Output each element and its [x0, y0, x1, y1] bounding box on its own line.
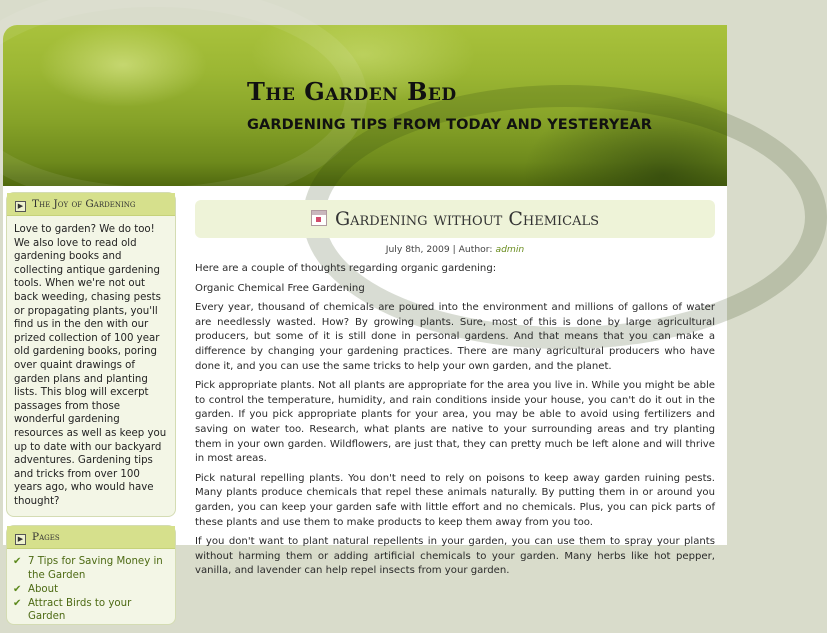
- page: [3, 25, 727, 623]
- page-link[interactable]: Attract Birds to your Garden: [28, 598, 132, 623]
- pages-list: [7, 549, 175, 623]
- about-widget-text: Love to garden? We do too! We also love to read old gardening books and collecting antique gardening tools. When we're not out back weeding, chasing pests or propagating plants, you'll find us in the den with our prized collection of 100 year old gardening books, poring over quaint drawings of garden plans and planting lists. This blog will excerpt passages from those wonderful gardening resources as well as keep you up to date with our backyard adventures. Gardening tips and tricks from over 100 years ago, who would have thought?: [14, 224, 167, 507]
- site-header: [3, 25, 727, 186]
- post-paragraph: Pick natural repelling plants. You don't need to rely on poisons to keep away garden ruining pests. Many plants produce chemicals that repel these animals naturally. By putting them in or around you garden, you can keep your garden safe with little effort and no chemicals. Plus, you can pick parts of these plants and use them to make products to keep them away from you too.: [195, 472, 715, 528]
- pages-list-item[interactable]: [13, 583, 169, 596]
- site-title[interactable]: The Garden Bed: [247, 77, 457, 106]
- author-link[interactable]: admin: [495, 244, 525, 255]
- about-widget-title-text: The Joy of Gardening: [32, 198, 136, 210]
- post-body: [195, 262, 715, 579]
- pages-widget-title: [7, 526, 175, 549]
- post-paragraph: If you don't want to plant natural repellents in your garden, you can use them to spray your plants without harming them or adding artificial chemicals to your garden. Many herbs like hot pepper, vanilla, and lavender can help repel insects from your garden.: [195, 536, 715, 577]
- about-widget: [6, 192, 176, 517]
- post-title-bar: [195, 200, 715, 238]
- pages-widget-title-text: Pages: [32, 531, 60, 544]
- pages-widget: [6, 525, 176, 625]
- author-prefix: Author:: [458, 244, 493, 255]
- post-paragraph: Pick appropriate plants. Not all plants are appropriate for the area you live in. While you might be able to control the temperature, humidity, and rain conditions inside your house, you can't do it out in the garden. If you pick appropriate plants for your area, you may be able to avoid using fertilizers and saving on water too. Research, what plants are native to your surrounding areas and try planting them in your own garden. Wildflowers, are just that, they can pretty much be left alone and will thrive in most areas.: [195, 380, 715, 465]
- pages-list-item[interactable]: [13, 597, 169, 623]
- post: [195, 200, 715, 584]
- post-title-text[interactable]: Gardening without Chemicals: [334, 208, 600, 230]
- post-meta: July 8th, 2009 | Author: admin: [385, 244, 525, 255]
- sidebar: [6, 192, 176, 633]
- post-paragraph: Organic Chemical Free Gardening: [195, 282, 365, 294]
- post-paragraph: Every year, thousand of chemicals are poured into the environment and millions of gallons of water are needlessly wasted. How? By growing plants. Sure, most of this is done by large agricultural producers, but some of it is still done in personal gardens. And that means that you can make a difference by changing your gardening practices. There are many agricultural producers who have done it, and you can use the same tricks to help your own garden, and the planet.: [195, 302, 715, 372]
- page-link[interactable]: 7 Tips for Saving Money in the Garden: [28, 556, 163, 581]
- checkmark-icon: ✔: [13, 556, 22, 568]
- page-link[interactable]: About: [28, 583, 59, 595]
- post-date: July 8th, 2009: [385, 244, 450, 255]
- expand-box-icon: ▶: [15, 534, 26, 545]
- calendar-icon: [311, 210, 327, 226]
- pages-list-item[interactable]: [13, 555, 169, 581]
- checkmark-icon: ✔: [13, 583, 22, 595]
- post-paragraph: Here are a couple of thoughts regarding organic gardening:: [195, 263, 497, 274]
- expand-box-icon: ▶: [15, 201, 26, 212]
- checkmark-icon: ✔: [13, 598, 22, 610]
- post-title[interactable]: [195, 208, 715, 230]
- about-widget-title: [7, 193, 175, 216]
- site-tagline: GARDENING TIPS FROM TODAY AND YESTERYEAR: [247, 117, 653, 133]
